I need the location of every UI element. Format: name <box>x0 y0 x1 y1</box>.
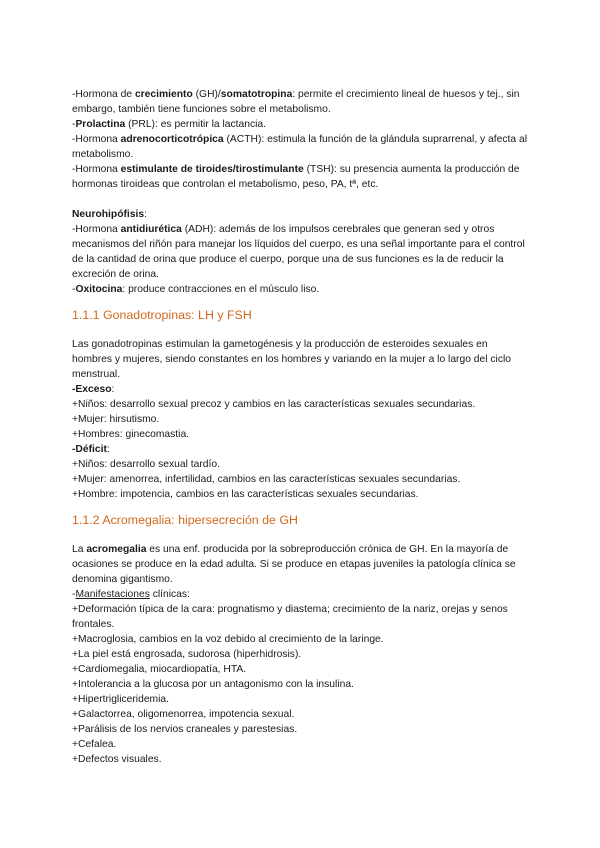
section-heading-acromegalia: 1.1.2 Acromegalia: hipersecreción de GH <box>72 513 298 527</box>
manifestaciones-label: -Manifestaciones clínicas: <box>72 589 190 600</box>
list-item: +Parálisis de los nervios craneales y parestesias. <box>72 724 298 735</box>
hormone-prl: -Prolactina (PRL): es permitir la lactancia. <box>72 119 267 130</box>
list-item: +Hombres: ginecomastia. <box>72 429 190 440</box>
list-item: +Cefalea. <box>72 739 117 750</box>
list-item: +Cardiomegalia, miocardiopatía, HTA. <box>72 664 247 675</box>
list-item: +Niños: desarrollo sexual tardío. <box>72 459 220 470</box>
list-item: +Mujer: hirsutismo. <box>72 414 160 425</box>
deficit-label: -Déficit: <box>72 444 110 455</box>
hormone-adh: -Hormona antidiurética (ADH): además de los impulsos cerebrales que generan sed y otros mecanismos del riñón para manejar los líquidos del cuerpo, es una señal importante para el control de la cantidad de orina que produce el cuerpo, porque una de sus funciones es la de reducir la excreción de orina. <box>72 224 525 280</box>
hormone-oxitocina: -Oxitocina: produce contracciones en el músculo liso. <box>72 284 320 295</box>
list-item: +Intolerancia a la glucosa por un antagonismo con la insulina. <box>72 679 354 690</box>
list-item: +Niños: desarrollo sexual precoz y cambios en las características sexuales secundarias. <box>72 399 476 410</box>
list-item: +Deformación típica de la cara: prognatismo y diastema; crecimiento de la nariz, orejas y senos frontales. <box>72 604 508 630</box>
hormone-gh: -Hormona de crecimiento (GH)/somatotropina: permite el crecimiento lineal de huesos y tej., sin embargo, también tiene funciones sobre el metabolismo. <box>72 89 520 115</box>
section-heading-gonadotropinas: 1.1.1 Gonadotropinas: LH y FSH <box>72 308 252 322</box>
list-item: +Hombre: impotencia, cambios en las características sexuales secundarias. <box>72 489 419 500</box>
list-item: +La piel está engrosada, sudorosa (hiperhidrosis). <box>72 649 302 660</box>
list-item: +Macroglosia, cambios en la voz debido al crecimiento de la laringe. <box>72 634 384 645</box>
acromegalia-intro: La acromegalia es una enf. producida por la sobreproducción crónica de GH. En la mayoría de ocasiones se produce en la edad adulta. Si se produce en etapas juveniles la patología clínica se denomina gigantismo. <box>72 544 516 585</box>
hormone-acth: -Hormona adrenocorticotrópica (ACTH): estimula la función de la glándula suprarrenal, y afecta al metabolismo. <box>72 134 527 160</box>
gonadotropinas-intro: Las gonadotropinas estimulan la gametogénesis y la producción de esteroides sexuales en hombres y mujeres, siendo constantes en los hombres y variando en la mujer a lo largo del ciclo menstrual. <box>72 339 511 380</box>
hormone-tsh: -Hormona estimulante de tiroides/tirostimulante (TSH): su presencia aumenta la producción de hormonas tiroideas que controlan el metabolismo, peso, PA, tª, etc. <box>72 164 520 190</box>
spacer <box>72 192 528 207</box>
list-item: +Galactorrea, oligomenorrea, impotencia sexual. <box>72 709 295 720</box>
exceso-label: -Exceso: <box>72 384 115 395</box>
list-item: +Defectos visuales. <box>72 754 162 765</box>
list-item: +Mujer: amenorrea, infertilidad, cambios en las características sexuales secundarias. <box>72 474 461 485</box>
neuro-title: Neurohipófisis: <box>72 209 147 220</box>
list-item: +Hipertrigliceridemia. <box>72 694 169 705</box>
